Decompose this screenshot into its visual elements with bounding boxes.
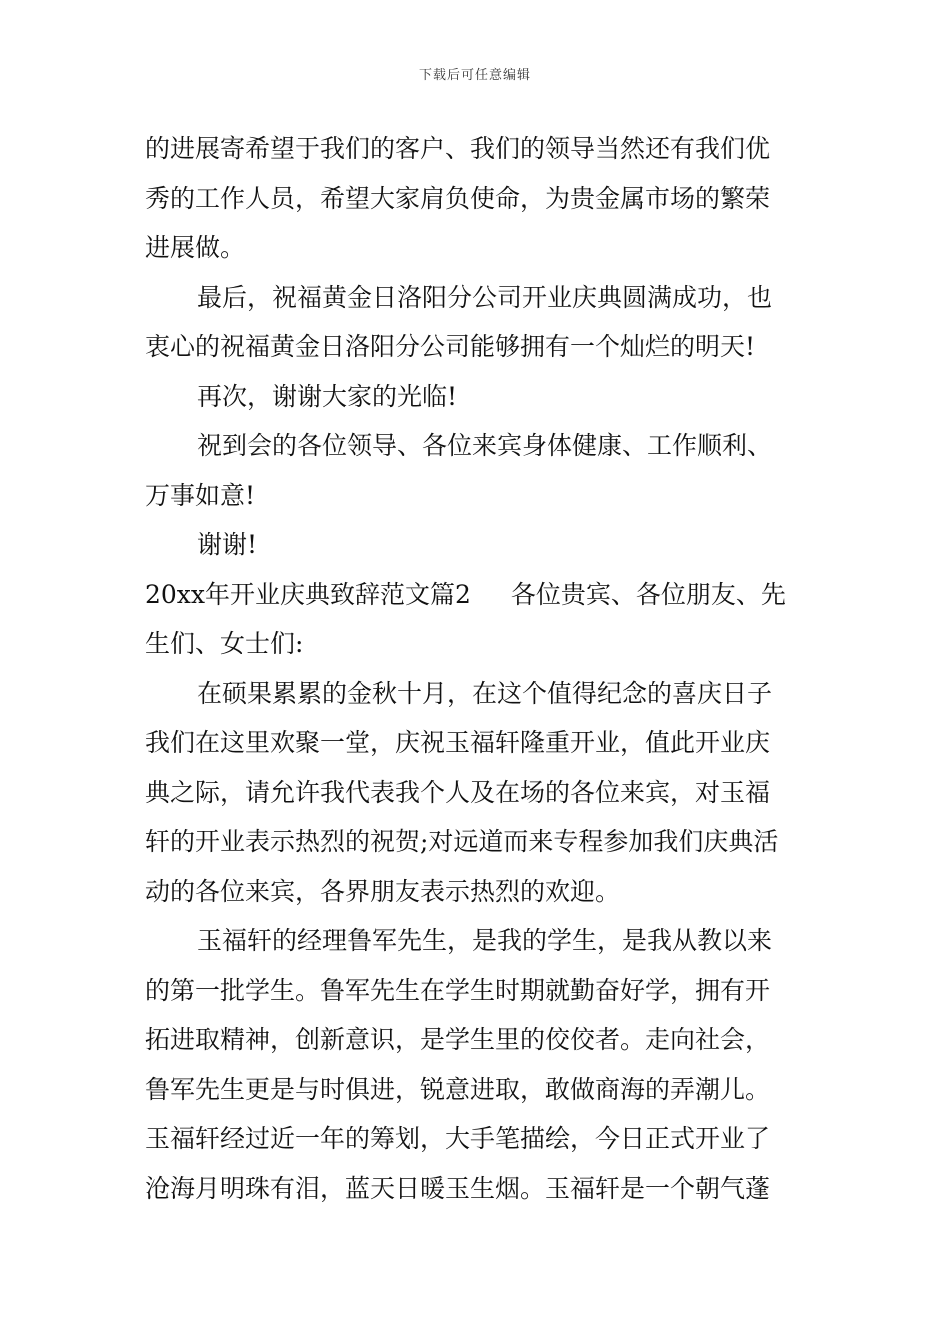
text-line: 玉福轩的经理鲁军先生，是我的学生，是我从教以来 [197,926,773,955]
text-line: 祝到会的各位领导、各位来宾身体健康、工作顺利、 [197,431,773,460]
document-body [145,124,810,1213]
text-line: 在硕果累累的金秋十月，在这个值得纪念的喜庆日子 [197,678,773,708]
text-line: 典之际，请允许我代表我个人及在场的各位来宾，对玉福 [145,777,771,807]
section-heading-line [145,570,810,620]
text-line: 轩的开业表示热烈的祝贺;对远道而来专程参加我们庆典活 [145,827,779,856]
text-line: 拓进取精神，创新意识，是学生里的佼佼者。走向社会， [145,1025,771,1054]
section-heading: 20xx年开业庆典致辞范文篇2 [145,579,471,609]
text-line: 秀的工作人员，希望大家肩负使命，为贵金属市场的繁荣 [145,183,771,213]
text-line: 万事如意! [145,480,256,510]
text-line: 沧海月明珠有泪，蓝天日暖玉生烟。玉福轩是一个朝气蓬 [145,1173,771,1203]
text-line: 进展做。 [145,233,246,262]
text-line: 的第一批学生。鲁军先生在学生时期就勤奋好学，拥有开 [145,975,771,1005]
text-line: 动的各位来宾，各界朋友表示热烈的欢迎。 [145,876,621,906]
text-line: 的进展寄希望于我们的客户、我们的领导当然还有我们优 [145,134,771,163]
text-line: 我们在这里欢聚一堂，庆祝玉福轩隆重开业，值此开业庆 [145,728,771,757]
text-line: 玉福轩经过近一年的筹划，大手笔描绘，今日正式开业了 [145,1124,771,1153]
text-line: 再次，谢谢大家的光临! [197,381,458,411]
text-line: 最后，祝福黄金日洛阳分公司开业庆典圆满成功，也 [197,282,773,312]
text-line: 生们、女士们: [145,629,304,658]
text-line: 衷心的祝福黄金日洛阳分公司能够拥有一个灿烂的明天! [145,332,756,361]
text-line: 鲁军先生更是与时俱进，锐意进取，敢做商海的弄潮儿。 [145,1074,771,1104]
page-header: 下载后可任意编辑 [418,68,531,83]
text-line: 谢谢! [197,530,258,559]
salutation-start: 各位贵宾、各位朋友、先 [510,579,786,609]
